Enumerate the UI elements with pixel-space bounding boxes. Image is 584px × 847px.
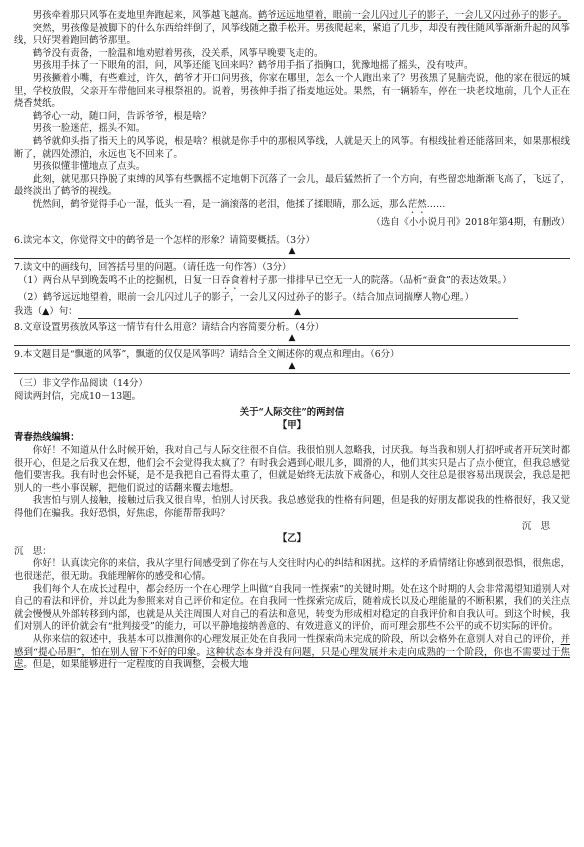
story-paragraph [14,199,570,216]
letter-jia-paragraph: 你好！不知道从什么时候开始，我对自己与人际交往很不自信。我很怕别人忽略我，讨厌我。每当我和别人打招呼或者开玩笑时都很开心，但是之后我又在想，他们会不会觉得我太疯了？有时我会遇到心眼儿多，圆滑的人，他们其实只是占了点小便宜，但我总感觉他们要害我。我有时也会怀疑，是不是我把自己看得太重了，但就是始终无法放下戒备心，和别人交往总是很容易出现误会，我总是把别人的一些小事误解，把他们说过的话翻来覆去地想。 [14,445,570,494]
story-text [14,10,570,230]
section-heading: （三）非文学作品阅读（14分） [14,378,148,390]
section-instructions: 阅读两封信，完成10－13题。 [14,390,141,402]
option-text: 着村子那一排排早已空无一人的院落。（品析“蚕食”的表达效果。） [239,274,512,286]
story-text-segment: 恍然间，鹤爷觉得手心一湿，低头一看，是一滴滚落的老泪，他揉了揉眼睛，那么远，那么 [32,198,408,210]
letter-yi-paragraph [14,634,570,672]
section-3 [14,378,570,672]
question-7-select-line [14,306,570,319]
select-marker-icon: ▲ [42,306,50,318]
letter-yi-label: 【乙】 [277,533,307,545]
letter-jia-greeting: 青春热线编辑： [14,432,80,444]
answer-marker-icon: ▲ [288,361,296,372]
letter-yi-greeting: 沉 思： [14,545,52,557]
letter-text-segment: 。 [196,646,207,658]
letter-jia-paragraph: 我害怕与别人接触，接触过后我又很自卑，怕别人讨厌我。我总感觉我的性格有问题，但是我的好朋友都说我的性格很好，我又觉得他们在骗我。我好恐惧，好焦虑，你能帮帮我吗？ [14,495,570,519]
question-7-prompt: 7.读文中的画线句，回答括号里的问题。（请任选一句作答）（3分） [14,262,292,274]
question-8 [14,322,570,347]
dotted-word: 吞食 [220,274,240,286]
dotted-word: 茫然 [407,198,427,210]
letter-jia-label: 【甲】 [277,419,307,431]
letter-text-segment: 。但是，如果能够进行一定程度的自我调整，会极大地 [23,659,249,671]
underlined-sentence: 这种状态本身并没有问题，只是心理发展并未走向成熟的一个阶段，你也不需要过于焦虑 [14,646,570,671]
story-text-segment: …… [426,198,446,210]
question-7-option-2: （2）鹤爷远远地望着，眼前一会儿闪过儿子的影子，一会儿又闪过孙子的影子。（结合加点词揣摩人物心理。） [18,291,474,303]
letter-yi-paragraph: 你好！认真读完你的来信，我从字里行间感受到了你在与人交往时内心的纠结和困扰。这样的矛盾情绪让你感到很恐惧，很焦虑，也很迷茫，很无助。我能理解你的感受和心情。 [14,558,570,582]
story-paragraph: 此刻，就见那只挣脱了束缚的风筝有些飘摇不定地朝下沉落了一会儿，最后猛然折了一个方向，有些留恋地渐渐飞高了，飞远了，最终淡出了鹤爷的视线。 [14,173,570,198]
letters-title: 关于“人际交往”的两封信 [239,407,345,419]
question-6-prompt: 6.读完本文，你觉得文中的鹤爷是一个怎样的形象？请简要概括。（3分） [14,234,315,246]
question-7 [14,262,570,319]
letter-text-segment: 从你来信的叙述中，我基本可以推测你的心理发展正处在自我同一性探索尚未完成的阶段，所以会格外在意别人对自己的评价， [32,633,561,645]
story-paragraph: 男孩一脸迷茫，摇头不知。 [32,123,146,135]
answer-line-6[interactable] [14,247,570,259]
letter-yi-paragraph: 我们每个人在成长过程中，都会经历一个在心理学上叫做“自我同一性探索”的关键时期。处在这个时期的人会非常渴望知道别人对自己的看法和评价，并以此为参照来对自己评价和定位。在自我同一性探索完成后，随着成长以及心理能量的不断积累，我们的关注点就会慢慢从外部转移到内部，也就是从关注周围人对自己的看法和意见，转变为形成相对稳定的自我评价和自我认可。到这个时候，我们对别人的评价就会有“批判接受”的能力，可以平静地接纳善意的、有效进意义的评价，而可理会那些不公平的或不切实际的评价。 [14,583,570,633]
question-9 [14,349,570,374]
question-6 [14,235,570,260]
option-text: （1）两台从早到晚轰鸣不止的挖掘机，日复一日 [18,274,221,286]
answer-marker-icon: ▲ [288,333,296,344]
question-7-option-1 [18,275,570,292]
story-paragraph: 鹤爷就仰头指了指天上的风筝说，根是啥？根就是你手中的那根风筝线，人就是天上的风筝。有根线扯着还能落回来，如果那根线断了，就四处漂泊，永远也飞不回来了。 [14,135,570,160]
story-source: （选自《小小说月刊》2018年第4期，有删改） [371,216,570,228]
story-paragraph [14,10,570,23]
answer-marker-icon: ▲ [288,246,296,257]
story-paragraph: 男孩撅着小嘴，有些难过，许久，鹤爷才开口问男孩，你家在哪里，怎么一个人跑出来了？男孩黑了晃脑壳说，他的家在很远的城里，学校放假，父亲开车带他回来寻根祭祖的。说着，男孩伸手指了指麦地远处。果然，有一辆轿车，停在一块老坟地前，几个人正在烧香焚纸。 [14,72,570,110]
story-text-segment: 男孩牵着那只风筝在麦地里奔跑起来，风筝越飞越高。 [32,10,258,21]
underlined-sentence: 鹤爷远远地望着，眼前一会儿闪过儿子的影子，一会儿又闪过孙子的影子。 [257,10,568,21]
answer-line-7[interactable] [78,308,518,319]
select-label: 我选（ [14,306,43,318]
story-paragraph: 男孩似懂非懂地点了点头。 [32,161,146,173]
letter-jia-signature: 沉 思 [521,520,550,532]
question-9-prompt: 9.本文题目是“飘逝的风筝”，飘逝的仅仅是风筝吗？请结合全文阐述你的观点和理由。（6分） [14,349,400,361]
underlined-sentence: 并感到“提心吊胆”，怕在别人留下不好的印象 [14,633,570,658]
story-paragraph: 突然，男孩像是被脚下的什么东西给绊倒了，风筝线随之撒手松开。男孩爬起来，紧追了几步，却没有拽住随风筝渐渐升起的风筝线，只好哭着跑回鹤爷那里。 [14,22,570,47]
answer-line-8[interactable] [14,334,570,346]
story-paragraph: 鹤爷没有责备，一脸温和地劝慰着男孩，没关系，风筝早晚要飞走的。 [32,47,324,59]
question-8-prompt: 8.文章设置男孩放风筝这一情节有什么用意？请结合内容简要分析。（4分） [14,321,325,333]
answer-marker-icon: ▲ [294,306,301,317]
story-paragraph: 鹤爷心一动，随口问，告诉爷爷，根是啥？ [32,110,211,122]
select-label: ）句： [49,306,78,318]
story-paragraph: 男孩用手抹了一下眼角的泪，问，风筝还能飞回来吗？鹤爷用手指了指胸口，犹豫地摇了摇头，没有吱声。 [32,60,474,72]
answer-line-9[interactable] [14,362,570,374]
